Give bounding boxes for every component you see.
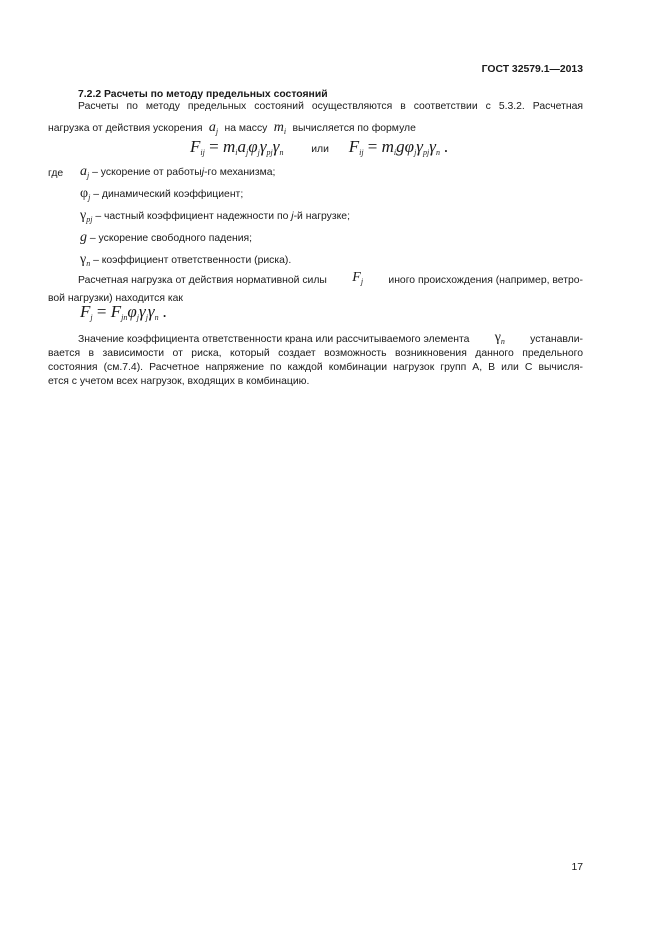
para1-line2-text-c: вычисляется по формуле: [292, 123, 416, 134]
para1-line1: Расчеты по методу предельных состояний осуществляются в соответствии с 5.3.2. Расчетная: [78, 101, 583, 112]
formula-1: [190, 137, 449, 160]
para3-line3: состояния (см.7.4). Расчетное напряжение по каждой комбинации нагрузок групп А, В или С вычисля-: [48, 362, 583, 373]
formula-1-or: или: [311, 144, 329, 155]
math-a-j: $a_j$: [205, 120, 219, 136]
formula-2: [80, 302, 168, 325]
para2-line1: [78, 270, 583, 289]
where-gamma-pj-italic: j: [291, 211, 294, 222]
para3-line1-text-a: Значение коэффициента ответственности крана или рассчитываемого элемента: [78, 334, 470, 345]
math-g: g: [80, 230, 87, 245]
where-phi-text: – динамический коэффициент;: [93, 189, 244, 200]
where-gamma-pj-text-a: – частный коэффициент надежности по: [95, 211, 289, 222]
page-number: 17: [571, 862, 583, 873]
math-m-i: $m_i$: [270, 120, 287, 136]
formula-2-expr: $F_j = F_{jn}\varphi_j\gamma_j\gamma_n$ .: [80, 302, 168, 322]
where-item-g: [80, 231, 252, 246]
para1-line2-text-a: нагрузка от действия ускорения: [48, 123, 203, 134]
math-a-j-def: $a_j$: [80, 164, 90, 180]
para1-line2-text-b: на массу: [224, 123, 268, 134]
where-a-j-end: -го механизма;: [204, 167, 276, 178]
math-phi-j: $\varphi_j$: [80, 186, 91, 202]
where-item-phi: [80, 187, 243, 205]
where-label: где: [48, 168, 64, 179]
where-gamma-pj-text-b: -й нагрузке;: [293, 211, 350, 222]
where-item-gamma-pj: [80, 209, 350, 227]
para3-line2: вается в зависимости от риска, который создает возможность возникновения данного предельного: [48, 348, 583, 359]
math-gamma-n: $\gamma_n$: [80, 252, 91, 268]
where-item-a-j: [80, 165, 275, 183]
para3-line4: ется с учетом всех нагрузок, входящих в комбинацию.: [48, 376, 310, 387]
math-f-j: $F_j$: [352, 270, 364, 286]
section-title: 7.2.2 Расчеты по методу предельных состояний: [78, 89, 328, 100]
where-g-text: – ускорение свободного падения;: [89, 233, 253, 244]
para2-line2: вой нагрузки) находится как: [48, 293, 183, 304]
para2-line1-text-a: Расчетная нагрузка от действия нормативной силы: [78, 275, 327, 286]
where-gamma-n-text: – коэффициент ответственности (риска).: [93, 255, 292, 266]
where-a-j-italic: j: [201, 167, 205, 178]
where-a-j-text: – ускорение от работы: [92, 167, 202, 178]
where-item-gamma-n: [80, 253, 291, 271]
document-id: ГОСТ 32579.1—2013: [481, 64, 583, 75]
math-gamma-pj: $\gamma_{pj}$: [80, 208, 93, 224]
formula-1-left: $F_{ij} = m_ia_j\varphi_j\gamma_{pj}\gamma_n$: [190, 137, 284, 157]
math-gamma-n-2: $\gamma_n$: [494, 330, 505, 346]
para3-line1-text-b: устанавли-: [530, 334, 583, 345]
para2-line1-text-b: иного происхождения (например, ветро-: [388, 275, 583, 286]
formula-1-right: $F_{ij} = m_ig\varphi_j\gamma_{pj}\gamma_n$ .: [348, 137, 449, 157]
